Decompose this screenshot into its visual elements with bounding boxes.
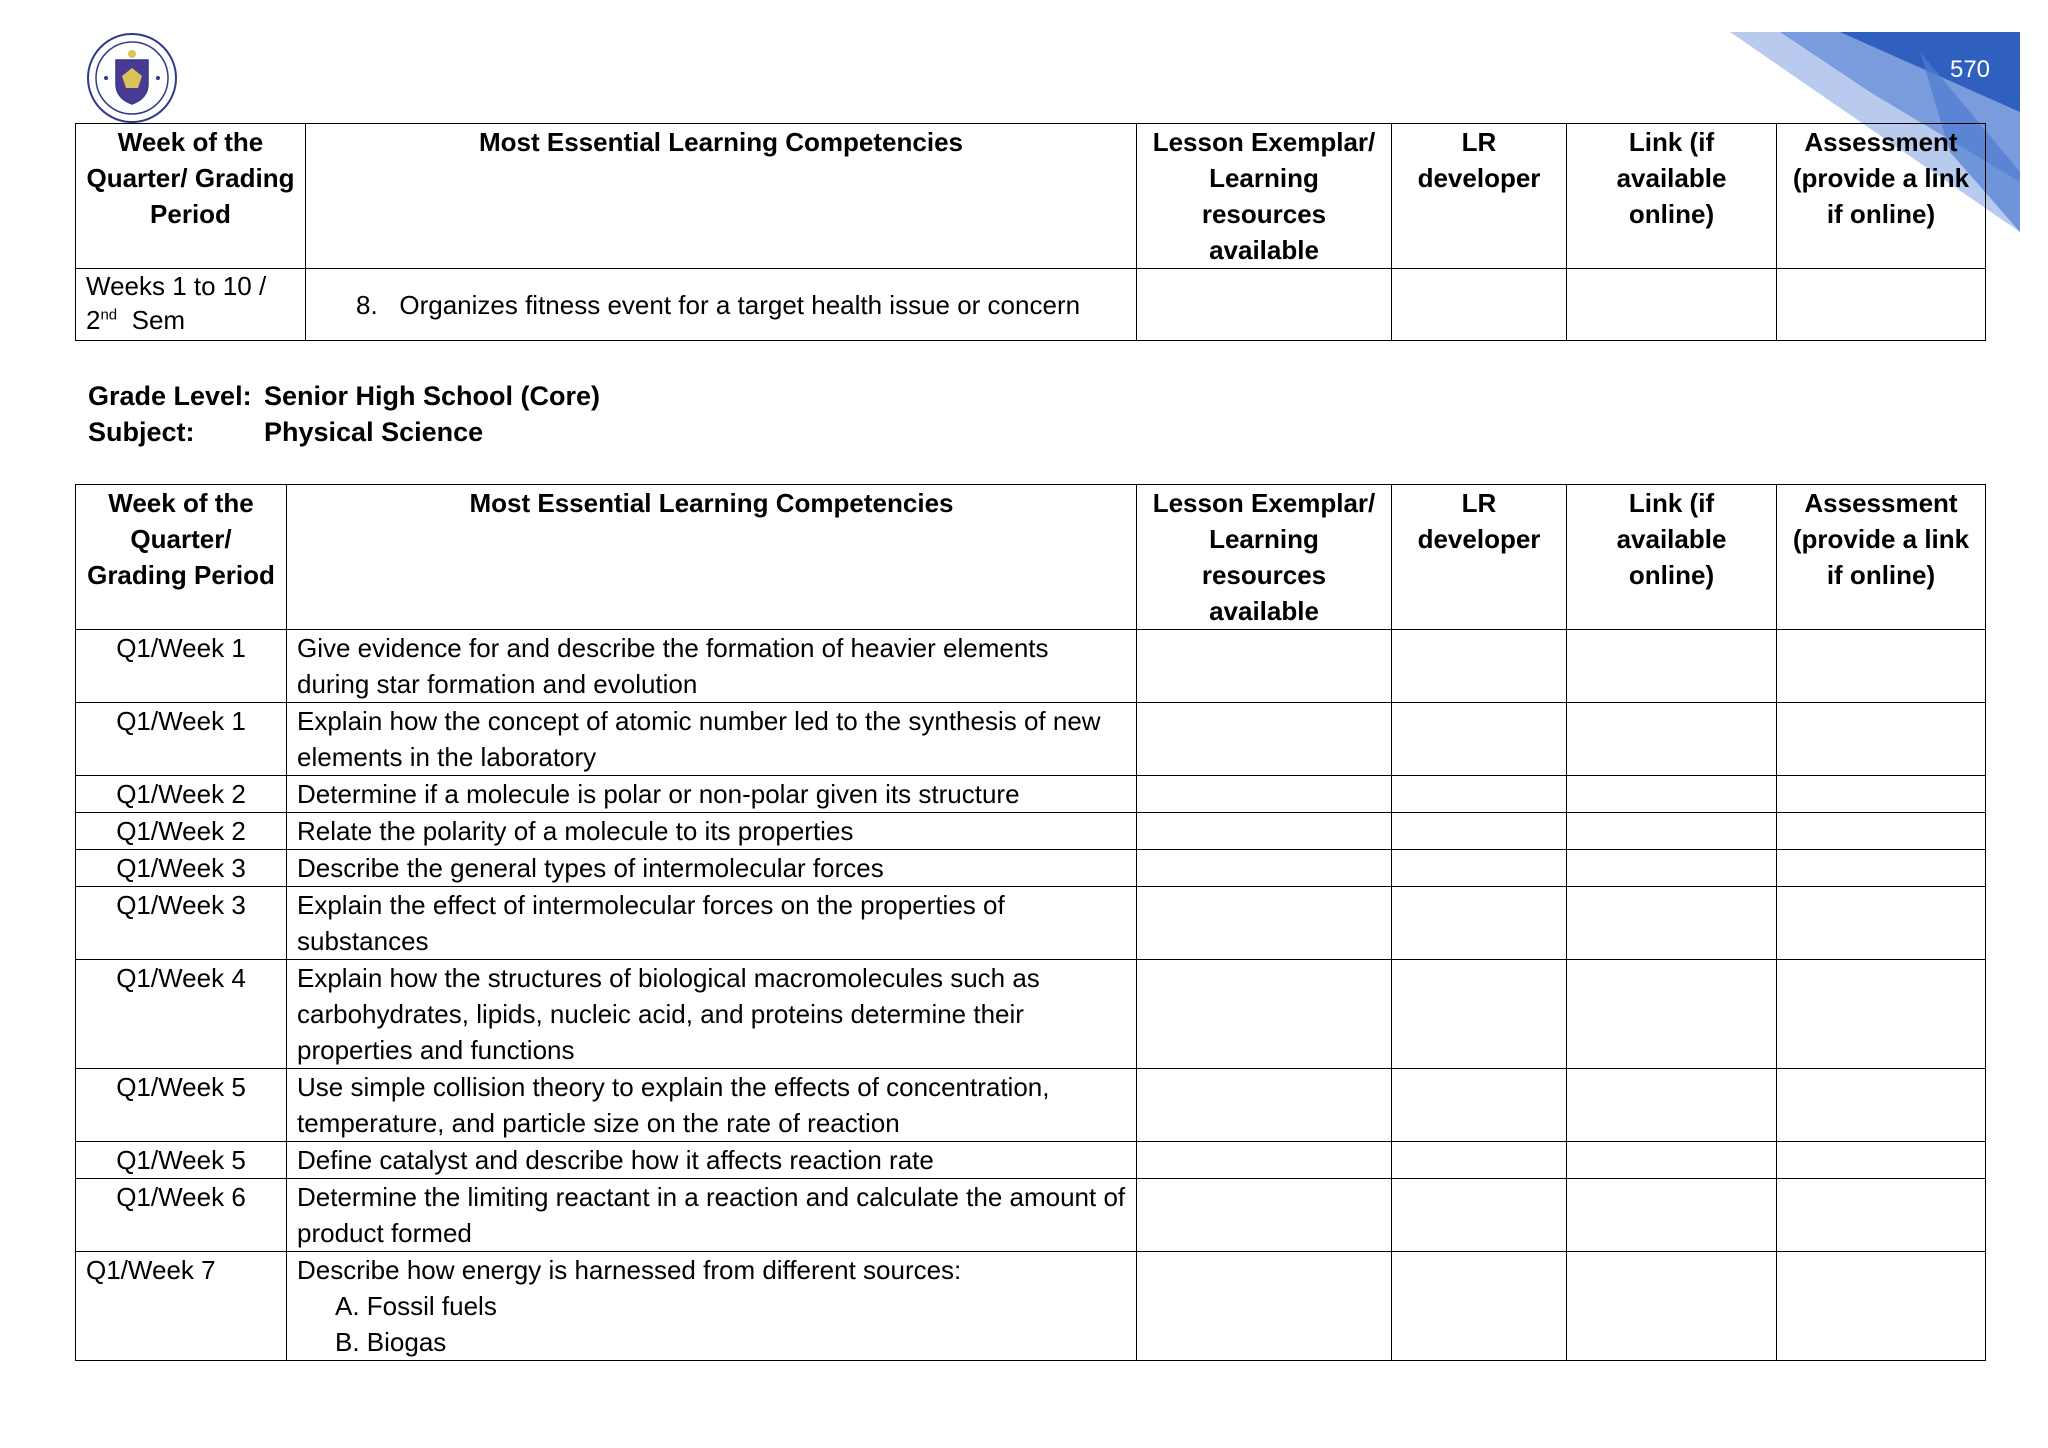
header-lr-developer: LR developer [1392, 485, 1567, 630]
lesson-cell [1137, 1142, 1392, 1179]
table-row [76, 703, 1986, 776]
lesson-cell [1137, 776, 1392, 813]
assessment-cell [1777, 960, 1986, 1069]
lr-cell [1392, 813, 1567, 850]
assessment-cell [1777, 776, 1986, 813]
assessment-cell [1777, 887, 1986, 960]
lesson-cell [1137, 960, 1392, 1069]
assessment-cell [1777, 1069, 1986, 1142]
link-cell [1567, 703, 1777, 776]
table-row [76, 269, 1986, 341]
week-number: 2 [86, 305, 101, 335]
lr-cell [1392, 887, 1567, 960]
table-row [76, 630, 1986, 703]
lr-cell [1392, 776, 1567, 813]
competency-table-physical-science [75, 484, 1986, 1361]
lesson-cell [1137, 269, 1392, 341]
week-text: Weeks 1 to 10 / [86, 271, 267, 301]
lr-cell [1392, 960, 1567, 1069]
energy-source-item: B. Biogas [335, 1327, 447, 1357]
table-row [76, 776, 1986, 813]
week-cell: Q1/Week 2 [76, 813, 287, 850]
week-cell: Q1/Week 3 [76, 887, 287, 960]
lr-cell [1392, 850, 1567, 887]
table-row [76, 1252, 1986, 1361]
lr-cell [1392, 1142, 1567, 1179]
lr-cell [1392, 630, 1567, 703]
melc-cell: Explain how the concept of atomic number led to the synthesis of new elements in the laboratory [287, 703, 1137, 776]
table-body [76, 630, 1986, 1361]
lesson-cell [1137, 813, 1392, 850]
header-lesson-exemplar: Lesson Exemplar/ Learning resources available [1137, 124, 1392, 269]
melc-cell: Describe the general types of intermolecular forces [287, 850, 1137, 887]
link-cell [1567, 850, 1777, 887]
week-sem: Sem [131, 305, 186, 335]
page-number: 570 [1949, 56, 1991, 83]
assessment-cell [1777, 1252, 1986, 1361]
header-melc: Most Essential Learning Competencies [287, 485, 1137, 630]
link-cell [1567, 960, 1777, 1069]
header-assessment: Assessment (provide a link if online) [1777, 485, 1986, 630]
table-row [76, 813, 1986, 850]
week-cell: Q1/Week 5 [76, 1069, 287, 1142]
assessment-cell [1777, 850, 1986, 887]
table-row [76, 1142, 1986, 1179]
link-cell [1567, 887, 1777, 960]
week-cell: Q1/Week 1 [76, 703, 287, 776]
week-cell: Q1/Week 4 [76, 960, 287, 1069]
table-row [76, 850, 1986, 887]
subject-label: Subject: [88, 417, 195, 447]
link-cell [1567, 776, 1777, 813]
competency-table-pe [75, 123, 1986, 341]
lr-cell [1392, 1179, 1567, 1252]
lesson-cell [1137, 887, 1392, 960]
melc-cell: Define catalyst and describe how it affects reaction rate [287, 1142, 1137, 1179]
week-cell: Q1/Week 1 [76, 630, 287, 703]
week-cell: Q1/Week 6 [76, 1179, 287, 1252]
header-week: Week of the Quarter/ Grading Period [76, 124, 306, 269]
table-row [76, 1069, 1986, 1142]
week-cell: Q1/Week 3 [76, 850, 287, 887]
header-link: Link (if available online) [1567, 485, 1777, 630]
week-cell: Q1/Week 2 [76, 776, 287, 813]
melc-cell: Explain how the structures of biological macromolecules such as carbohydrates, lipids, nucleic acid, and proteins determine their properties and functions [287, 960, 1137, 1069]
assessment-cell [1777, 703, 1986, 776]
melc-cell: Determine the limiting reactant in a reaction and calculate the amount of product formed [287, 1179, 1137, 1252]
table-row [76, 960, 1986, 1069]
table-row [76, 1179, 1986, 1252]
header-week: Week of the Quarter/ Grading Period [76, 485, 287, 630]
melc-cell [287, 1252, 1137, 1361]
link-cell [1567, 1179, 1777, 1252]
melc-cell: Relate the polarity of a molecule to its properties [287, 813, 1137, 850]
header-link: Link (if available online) [1567, 124, 1777, 269]
melc-text: Organizes fitness event for a target health issue or concern [399, 289, 1081, 320]
week-cell [76, 269, 306, 341]
grade-subject-info [88, 378, 600, 450]
assessment-cell [1777, 1179, 1986, 1252]
link-cell [1567, 269, 1777, 341]
assessment-cell [1777, 813, 1986, 850]
melc-cell [306, 269, 1137, 341]
link-cell [1567, 1069, 1777, 1142]
assessment-cell [1777, 269, 1986, 341]
lesson-cell [1137, 1069, 1392, 1142]
header-lesson-exemplar: Lesson Exemplar/ Learning resources available [1137, 485, 1392, 630]
header-assessment: Assessment (provide a link if online) [1777, 124, 1986, 269]
link-cell [1567, 813, 1777, 850]
assessment-cell [1777, 1142, 1986, 1179]
assessment-cell [1777, 630, 1986, 703]
week-suffix: nd [100, 306, 118, 324]
lesson-cell [1137, 630, 1392, 703]
lr-cell [1392, 1069, 1567, 1142]
melc-cell: Determine if a molecule is polar or non-polar given its structure [287, 776, 1137, 813]
header-lr-developer: LR developer [1392, 124, 1567, 269]
link-cell [1567, 1142, 1777, 1179]
lr-cell [1392, 1252, 1567, 1361]
week-cell: Q1/Week 5 [76, 1142, 287, 1179]
energy-source-item: A. Fossil fuels [335, 1291, 497, 1321]
lr-cell [1392, 703, 1567, 776]
melc-text: Describe how energy is harnessed from different sources: [297, 1255, 962, 1285]
grade-level-label: Grade Level: [88, 381, 252, 411]
deped-seal-icon [86, 32, 178, 124]
week-cell: Q1/Week 7 [76, 1252, 287, 1361]
header-melc: Most Essential Learning Competencies [306, 124, 1137, 269]
lesson-cell [1137, 703, 1392, 776]
melc-cell: Give evidence for and describe the formation of heavier elements during star formation and evolution [287, 630, 1137, 703]
lesson-cell [1137, 1252, 1392, 1361]
link-cell [1567, 630, 1777, 703]
lesson-cell [1137, 1179, 1392, 1252]
subject-value: Physical Science [264, 417, 484, 447]
melc-number: 8. [356, 289, 378, 320]
lr-cell [1392, 269, 1567, 341]
melc-cell: Explain the effect of intermolecular forces on the properties of substances [287, 887, 1137, 960]
link-cell [1567, 1252, 1777, 1361]
grade-level-value: Senior High School (Core) [264, 381, 601, 411]
table-row [76, 887, 1986, 960]
lesson-cell [1137, 850, 1392, 887]
melc-cell: Use simple collision theory to explain the effects of concentration, temperature, and particle size on the rate of reaction [287, 1069, 1137, 1142]
